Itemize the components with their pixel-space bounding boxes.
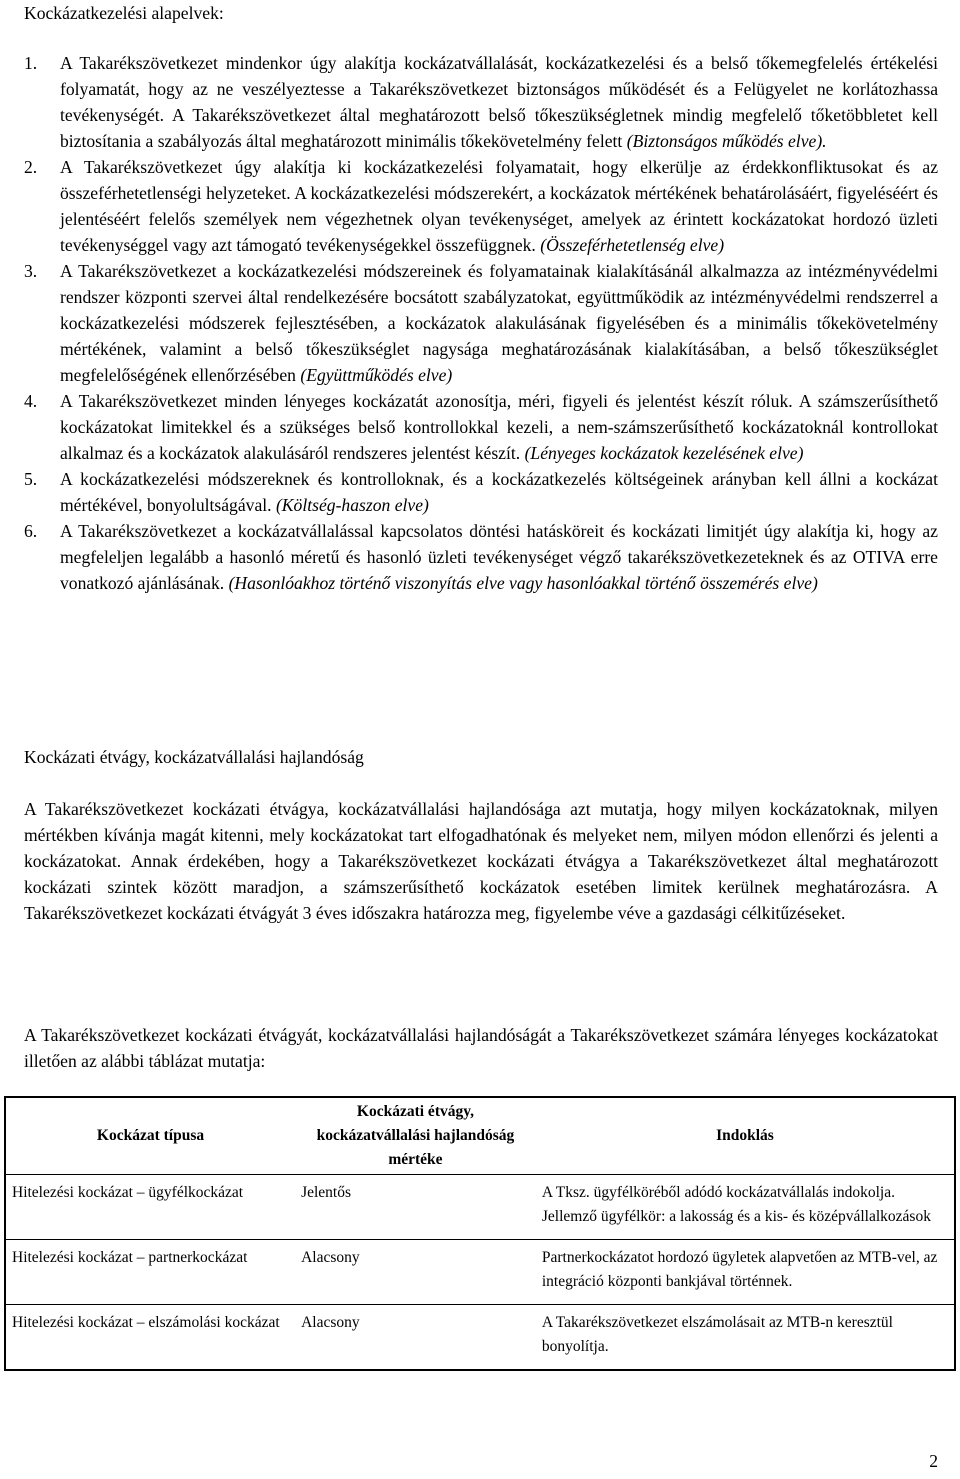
column-header-appetite-level: Kockázati étvágy, kockázatvállalási hajlandóság mértéke bbox=[295, 1097, 536, 1175]
table-cell: Jelentős bbox=[295, 1175, 536, 1240]
list-item-text: A Takarékszövetkezet minden lényeges kockázatát azonosítja, méri, figyeli és jelentést készít róluk. A számszerűsíthető kockázatokat limitekkel és a szükséges belső kontrollokkal kezeli, a nem-számszerűsíthető kockázatoknál kontrollokat alkalmaz és a kockázatok alakulásáról rendszeres jelentést készít. bbox=[60, 391, 938, 463]
table-header-row bbox=[5, 1097, 955, 1175]
principle-tag: (Összeférhetetlenség elve) bbox=[540, 235, 725, 255]
table-row bbox=[5, 1175, 955, 1240]
principle-tag: (Hasonlóakhoz történő viszonyítás elve vagy hasonlóakkal történő összemérés elve) bbox=[228, 573, 818, 593]
risk-appetite-table bbox=[4, 1096, 956, 1371]
list-item-text: A Takarékszövetkezet a kockázatvállalással kapcsolatos döntési hatásköreit és kockázati limitjét úgy alakítja ki, hogy az megfeleljen legalább a hasonló méretű és hasonló üzleti tevékenységet végző takarékszövetkezeteknek és az OTIVA erre vonatkozó ajánlásának. bbox=[60, 521, 938, 593]
principles-list bbox=[24, 50, 938, 596]
risk-appetite-paragraph: A Takarékszövetkezet kockázati étvágya, kockázatvállalási hajlandósága azt mutatja, hogy milyen kockázatoknak, milyen mértékben kívánja magát kitenni, mely kockázatokat tart elfogadhatónak és melyeket nem, milyen módon ellenőrzi és jelenti a kockázatokat. Annak érdekében, hogy a Takarékszövetkezet kockázati étvágya a Takarékszövetkezet által meghatározott kockázati szintek között maradjon, a számszerűsíthető kockázatok esetében limitek kerülnek meghatározásra. A Takarékszövetkezet kockázati étvágyát 3 éves időszakra határozza meg, figyelembe véve a gazdasági célkitűzéseket. bbox=[24, 799, 938, 923]
column-header-justification: Indoklás bbox=[536, 1097, 955, 1175]
list-item bbox=[24, 154, 938, 258]
page-number: 2 bbox=[929, 1451, 938, 1471]
list-item bbox=[24, 518, 938, 596]
table-cell: Alacsony bbox=[295, 1240, 536, 1305]
list-item-number: 5. bbox=[24, 469, 38, 489]
section-heading-risk-principles: Kockázatkezelési alapelvek: bbox=[24, 3, 224, 23]
list-item-number: 3. bbox=[24, 261, 38, 281]
table-cell: Hitelezési kockázat – partnerkockázat bbox=[5, 1240, 295, 1305]
table-cell: Hitelezési kockázat – elszámolási kockázat bbox=[5, 1305, 295, 1371]
list-item bbox=[24, 388, 938, 466]
principle-tag: (Együttműködés elve) bbox=[300, 365, 453, 385]
list-item-number: 4. bbox=[24, 391, 38, 411]
section-heading-risk-appetite: Kockázati étvágy, kockázatvállalási hajlandóság bbox=[24, 747, 364, 767]
list-item-number: 6. bbox=[24, 521, 38, 541]
table-cell: Hitelezési kockázat – ügyfélkockázat bbox=[5, 1175, 295, 1240]
list-item-number: 1. bbox=[24, 53, 38, 73]
principle-tag: (Biztonságos működés elve). bbox=[626, 131, 827, 151]
list-item-text: A kockázatkezelési módszereknek és kontrolloknak, és a kockázatkezelés költségeinek arányban kell állni a kockázat mértékével, bonyolultságával. bbox=[60, 469, 938, 515]
list-item-text: A Takarékszövetkezet a kockázatkezelési módszereinek és folyamatainak kialakításánál alkalmazza az intézményvédelmi rendszer központi szervei által rendelkezésére bocsátott szabályzatokat, együttműködik az intézményvédelmi rendszerrel a kockázatkezelési módszerek fejlesztésében, a kockázatok alakulásának figyelésében és a minimális tőkekövetelmény mértékének, valamint a belső tőkeszükséglet nagysága meghatározásának kialakításában, a belső tőkeszükséglet megfelelőségének ellenőrzésében bbox=[60, 261, 938, 385]
table-intro-paragraph: A Takarékszövetkezet kockázati étvágyát, kockázatvállalási hajlandóságát a Takarékszövetkezet számára lényeges kockázatokat illetően az alábbi táblázat mutatja: bbox=[24, 1025, 938, 1071]
table-cell: A Takarékszövetkezet elszámolásait az MTB-n keresztül bonyolítja. bbox=[536, 1305, 955, 1371]
table-cell: Partnerkockázatot hordozó ügyletek alapvetően az MTB-vel, az integráció központi bankjával történnek. bbox=[536, 1240, 955, 1305]
list-item-number: 2. bbox=[24, 157, 38, 177]
column-header-risk-type: Kockázat típusa bbox=[5, 1097, 295, 1175]
table-cell: A Tksz. ügyfélköréből adódó kockázatvállalás indokolja. Jellemző ügyfélkör: a lakosság és a kis- és középvállalkozások bbox=[536, 1175, 955, 1240]
list-item bbox=[24, 258, 938, 388]
principle-tag: (Költség-haszon elve) bbox=[275, 495, 429, 515]
list-item-text: A Takarékszövetkezet úgy alakítja ki kockázatkezelési folyamatait, hogy elkerülje az érdekkonfliktusokat és az összeférhetetlenségi helyzeteket. A kockázatkezelési módszerekért, a kockázatok mértékének behatárolásáért, figyeléséért és jelentéséért felelős személyek nem végezhetnek olyan tevékenységet, amelyek az érintett kockázatokat hordozó üzleti tevékenységgel vagy azt támogató tevékenységekkel összefüggnek. bbox=[60, 157, 938, 255]
table-cell: Alacsony bbox=[295, 1305, 536, 1371]
table-row bbox=[5, 1305, 955, 1371]
list-item-text: A Takarékszövetkezet mindenkor úgy alakítja kockázatvállalását, kockázatkezelési és a belső tőkemegfelelés értékelési folyamatát, hogy az ne veszélyeztesse a Takarékszövetkezet biztonságos működését és a Felügyelet ne korlátozhassa tevékenységét. A Takarékszövetkezet által meghatározott belső tőkeszükségletnek mindig megfelelő tőketöbbletet kell biztosítania a szabályozás által meghatározott minimális tőkekövetelmény felett bbox=[60, 53, 938, 151]
principle-tag: (Lényeges kockázatok kezelésének elve) bbox=[524, 443, 804, 463]
list-item bbox=[24, 466, 938, 518]
table-row bbox=[5, 1240, 955, 1305]
list-item bbox=[24, 50, 938, 154]
